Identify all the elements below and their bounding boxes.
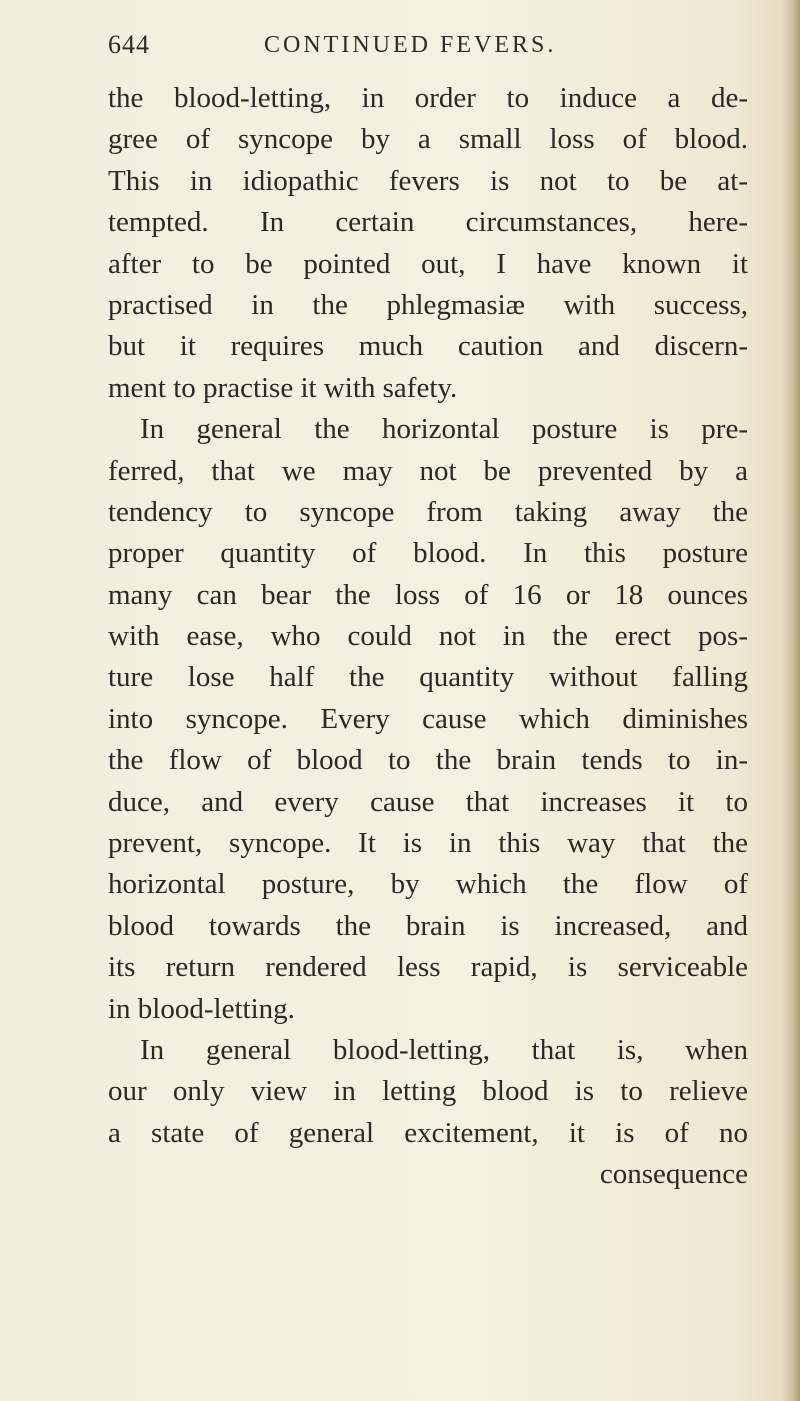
body-text bbox=[108, 78, 748, 1196]
text-line: a state of general excitement, it is of no bbox=[108, 1116, 748, 1149]
text-line: many can bear the loss of 16 or 18 ounces bbox=[108, 578, 748, 611]
text-line: the flow of blood to the brain tends to in- bbox=[108, 744, 748, 777]
running-title: CONTINUED FEVERS. bbox=[264, 32, 557, 58]
text-line: gree of syncope by a small loss of blood. bbox=[108, 123, 748, 156]
text-line: ment to practise it with safety. bbox=[108, 371, 458, 404]
text-line: in blood-letting. bbox=[108, 992, 295, 1025]
text-line: horizontal posture, by which the flow of bbox=[108, 868, 748, 901]
text-line: but it requires much caution and discern- bbox=[108, 330, 748, 363]
page-edge-shadow bbox=[782, 0, 800, 1401]
text-line: our only view in letting blood is to relieve bbox=[108, 1075, 748, 1108]
text-line: its return rendered less rapid, is serviceable bbox=[108, 951, 748, 984]
text-line: In general the horizontal posture is pre- bbox=[140, 413, 748, 446]
text-line: This in idiopathic fevers is not to be at- bbox=[108, 164, 748, 197]
text-line: proper quantity of blood. In this posture bbox=[108, 537, 748, 570]
catchword: consequence bbox=[599, 1158, 748, 1191]
text-line: after to be pointed out, I have known it bbox=[108, 247, 748, 280]
text-line: blood towards the brain is increased, and bbox=[108, 909, 748, 942]
text-line: ture lose half the quantity without falling bbox=[108, 661, 748, 694]
text-line: with ease, who could not in the erect pos- bbox=[108, 620, 748, 653]
text-line: In general blood-letting, that is, when bbox=[140, 1033, 748, 1066]
page-number: 644 bbox=[108, 30, 150, 59]
text-line: ferred, that we may not be prevented by a bbox=[108, 454, 748, 487]
text-line: tendency to syncope from taking away the bbox=[108, 495, 748, 528]
page-header bbox=[108, 30, 748, 70]
text-line: tempted. In certain circumstances, here- bbox=[108, 206, 748, 239]
text-line: into syncope. Every cause which diminishes bbox=[108, 702, 748, 735]
text-line: practised in the phlegmasiæ with success, bbox=[108, 288, 748, 321]
text-line: duce, and every cause that increases it to bbox=[108, 785, 748, 818]
text-line: the blood-letting, in order to induce a de- bbox=[108, 82, 748, 114]
text-line: prevent, syncope. It is in this way that the bbox=[108, 827, 748, 860]
